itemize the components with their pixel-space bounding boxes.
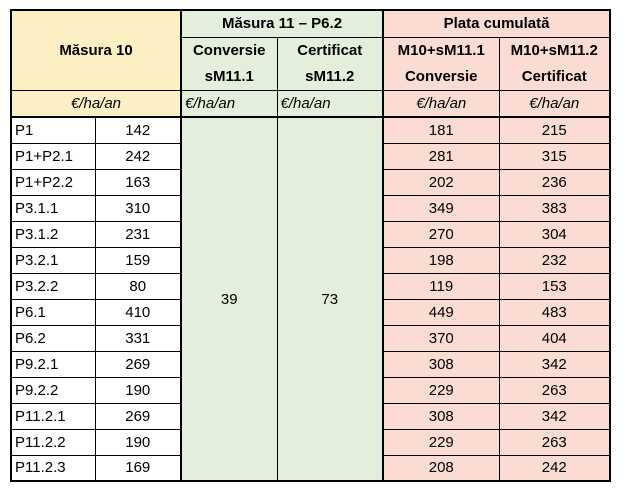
plata-col1-header-line1 [383,37,499,63]
row-m10-value: 190 [95,429,181,455]
row-m10-value: 310 [95,195,181,221]
row-plata-certificat: 215 [499,117,610,143]
m11-conversie-value: 39 [181,117,277,481]
m11-col1-header-line1 [181,37,277,63]
m11-col2-unit: €/ha/an [277,90,383,117]
row-plata-conversie: 198 [383,247,499,273]
row-plata-conversie: 449 [383,299,499,325]
row-plata-certificat: 236 [499,169,610,195]
row-m10-value: 410 [95,299,181,325]
row-code: P3.2.1 [11,247,95,273]
m10-unit: €/ha/an [11,90,181,117]
plata-col1-line2: Conversie [404,67,478,85]
plata-col2-unit: €/ha/an [499,90,610,117]
row-plata-certificat: 263 [499,377,610,403]
row-plata-certificat: 242 [499,455,610,481]
row-plata-conversie: 370 [383,325,499,351]
row-plata-conversie: 119 [383,273,499,299]
table-row [11,117,610,143]
plata-title: Plata cumulată [443,15,550,33]
m11-col2-line2: sM11.2 [305,67,355,85]
m11-title: Măsura 11 – P6.2 [221,15,343,33]
row-code: P11.2.2 [11,429,95,455]
row-plata-conversie: 181 [383,117,499,143]
row-m10-value: 231 [95,221,181,247]
row-m10-value: 331 [95,325,181,351]
row-plata-conversie: 308 [383,351,499,377]
row-m10-value: 142 [95,117,181,143]
row-plata-certificat: 263 [499,429,610,455]
row-code: P6.1 [11,299,95,325]
row-code: P9.2.1 [11,351,95,377]
row-m10-value: 163 [95,169,181,195]
m11-col2-header-line2 [277,63,383,90]
row-plata-conversie: 308 [383,403,499,429]
row-code: P3.1.1 [11,195,95,221]
m11-col2-header-line1 [277,37,383,63]
row-m10-value: 169 [95,455,181,481]
row-plata-certificat: 304 [499,221,610,247]
row-m10-value: 159 [95,247,181,273]
row-plata-conversie: 208 [383,455,499,481]
row-code: P11.2.1 [11,403,95,429]
m11-col1-line2: sM11.1 [204,67,254,85]
row-code: P1+P2.1 [11,143,95,169]
plata-col2-header-line1 [499,37,610,63]
m11-col1-line1: Conversie [192,41,266,59]
plata-col2-line2: Certificat [521,67,587,85]
m11-header [181,10,383,37]
row-code: P11.2.3 [11,455,95,481]
row-plata-certificat: 232 [499,247,610,273]
row-plata-conversie: 281 [383,143,499,169]
plata-col1-line1: M10+sM11.1 [397,41,485,59]
m11-certificat-value: 73 [277,117,383,481]
row-plata-certificat: 153 [499,273,610,299]
row-code: P3.1.2 [11,221,95,247]
row-plata-certificat: 483 [499,299,610,325]
row-m10-value: 242 [95,143,181,169]
m11-col1-unit: €/ha/an [181,90,277,117]
row-plata-conversie: 202 [383,169,499,195]
row-code: P1 [11,117,95,143]
m11-col2-line1: Certificat [297,41,363,59]
m11-col1-header-line2 [181,63,277,90]
plata-col2-header-line2 [499,63,610,90]
row-plata-conversie: 229 [383,429,499,455]
row-m10-value: 269 [95,403,181,429]
row-code: P3.2.2 [11,273,95,299]
row-plata-conversie: 229 [383,377,499,403]
row-m10-value: 269 [95,351,181,377]
plata-header [383,10,610,37]
row-m10-value: 190 [95,377,181,403]
row-plata-certificat: 315 [499,143,610,169]
row-code: P1+P2.2 [11,169,95,195]
row-m10-value: 80 [95,273,181,299]
row-plata-certificat: 404 [499,325,610,351]
row-code: P9.2.2 [11,377,95,403]
row-plata-certificat: 342 [499,351,610,377]
plata-col1-unit: €/ha/an [383,90,499,117]
row-plata-conversie: 270 [383,221,499,247]
m10-header [11,10,181,90]
plata-col2-line1: M10+sM11.2 [510,41,598,59]
row-plata-conversie: 349 [383,195,499,221]
m10-title: Măsura 10 [59,41,133,59]
plata-col1-header-line2 [383,63,499,90]
row-plata-certificat: 342 [499,403,610,429]
payments-table [10,9,611,482]
row-plata-certificat: 383 [499,195,610,221]
row-code: P6.2 [11,325,95,351]
